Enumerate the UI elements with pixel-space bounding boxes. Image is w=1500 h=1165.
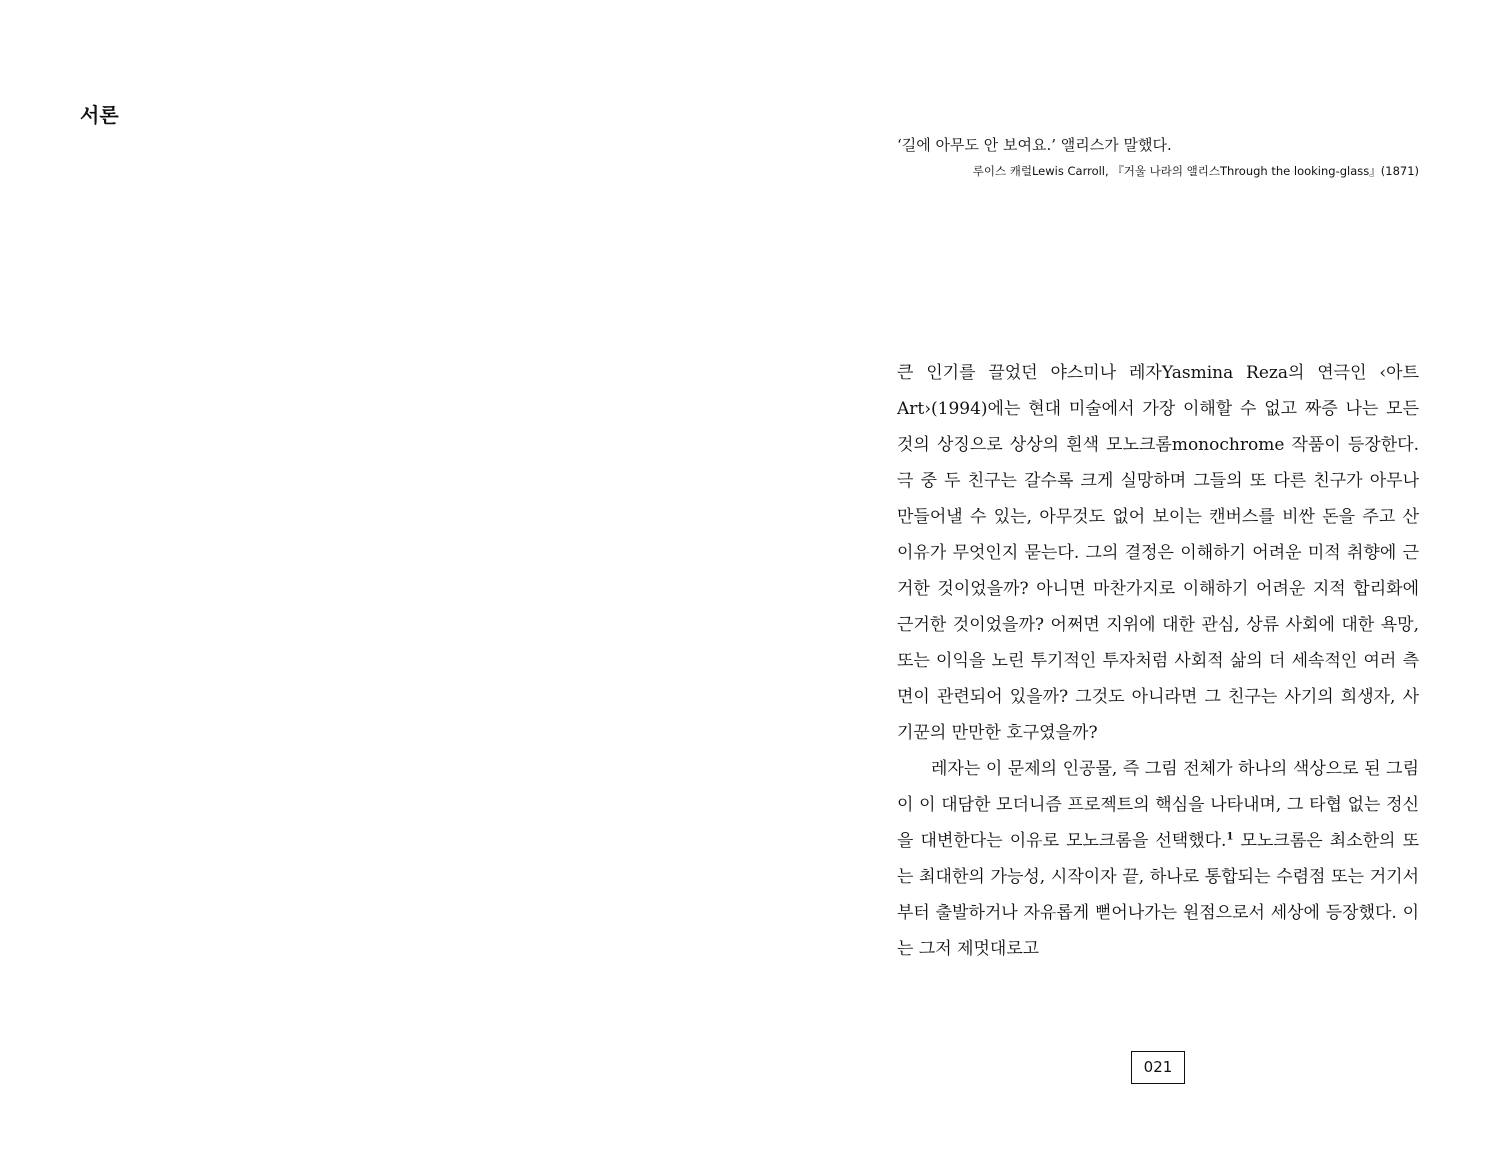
section-title: 서론 — [80, 103, 119, 127]
body-text — [897, 355, 1419, 967]
paragraph-2-continuation: 모노크롬은 최소한의 또는 최대한의 가능성, 시작이자 끝, 하나로 통합되는 수렴점 또는 거기서부터 출발하거나 자유롭게 뻗어나가는 원점으로서 세상에 등장했다. 이는 그저 제멋대로고 — [897, 831, 1420, 959]
epigraph-quote: ‘길에 아무도 안 보여요.’ 앨리스가 말했다. — [897, 136, 1172, 154]
epigraph-source: 루이스 캐럴Lewis Carroll, 『거울 나라의 앨리스Through the looking-glass』(1871) — [972, 164, 1419, 178]
epigraph — [897, 133, 1419, 181]
paragraph-2 — [897, 751, 1419, 967]
paragraph-1: 큰 인기를 끌었던 야스미나 레자Yasmina Reza의 연극인 ‹아트Art›(1994)에는 현대 미술에서 가장 이해할 수 없고 짜증 나는 모든 것의 상징으로 상상의 흰색 모노크롬monochrome 작품이 등장한다. 극 중 두 친구는 갈수록 크게 실망하며 그들의 또 다른 친구가 아무나 만들어낼 수 있는, 아무것도 없어 보이는 캔버스를 비싼 돈을 주고 산 이유가 무엇인지 묻는다. 그의 결정은 이해하기 어려운 미적 취향에 근거한 것이었을까? 아니면 마찬가지로 이해하기 어려운 지적 합리화에 근거한 것이었을까? 어쩌면 지위에 대한 관심, 상류 사회에 대한 욕망, 또는 이익을 노린 투기적인 투자처럼 사회적 삶의 더 세속적인 여러 측면이 관련되어 있을까? 그것도 아니라면 그 친구는 사기의 희생자, 사기꾼의 만만한 호구였을까? — [897, 363, 1419, 743]
page-number: 021 — [1131, 1051, 1185, 1084]
footnote-marker[interactable]: 1 — [1226, 831, 1234, 843]
paragraph-2-text: 레자는 이 문제의 인공물, 즉 그림 전체가 하나의 색상으로 된 그림이 이 대담한 모더니즘 프로젝트의 핵심을 나타내며, 그 타협 없는 정신을 대변한다는 이유로 모노크롬을 선택했다. — [897, 759, 1419, 851]
